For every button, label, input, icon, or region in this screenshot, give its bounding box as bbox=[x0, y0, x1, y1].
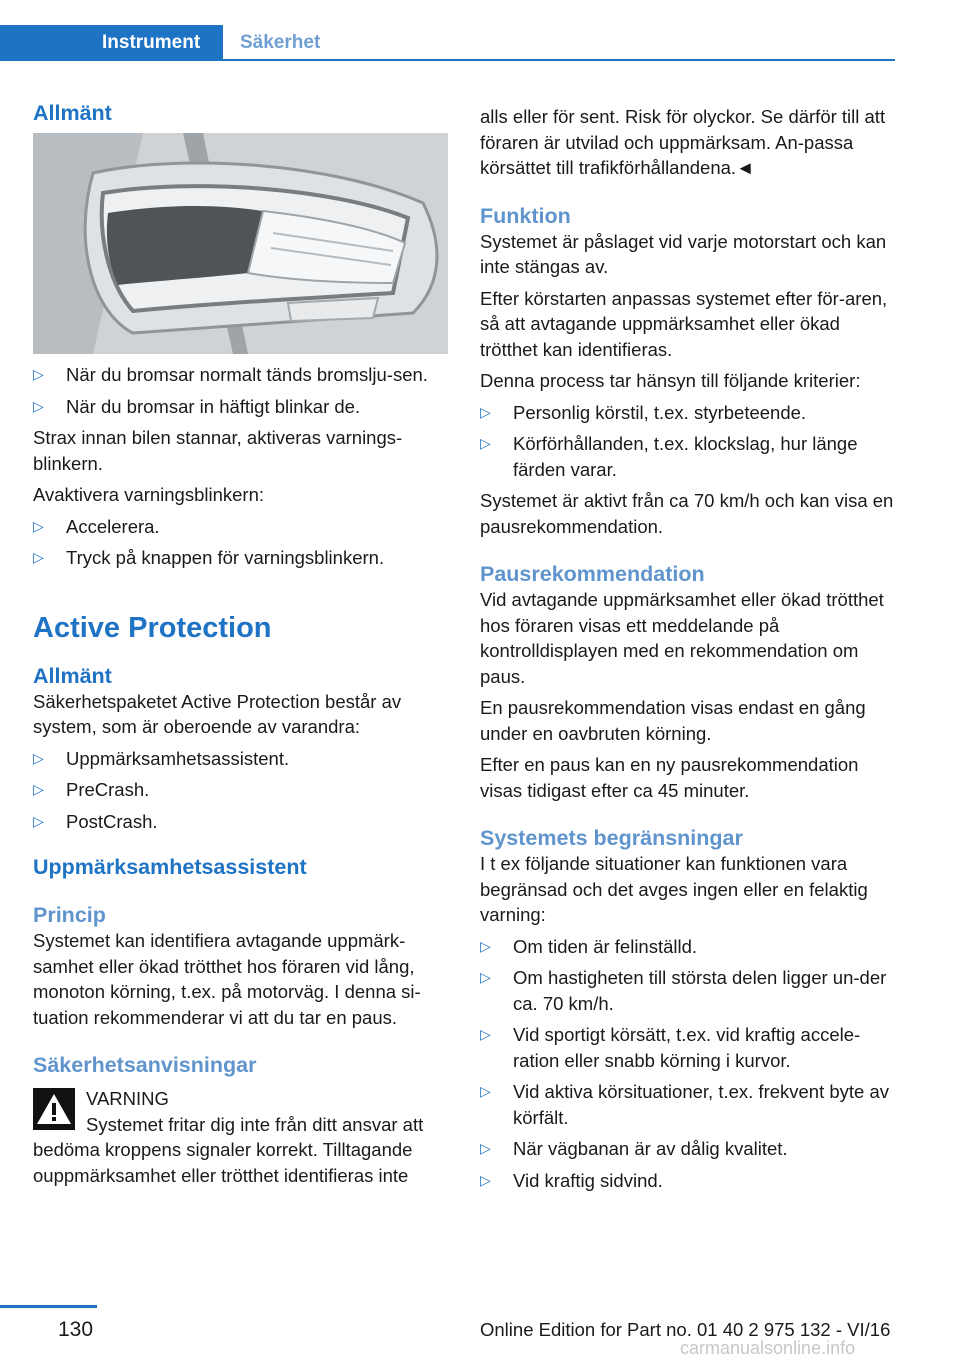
footer-accent-line bbox=[0, 1305, 97, 1308]
heading-begransningar: Systemets begränsningar bbox=[480, 826, 743, 850]
avaktivera-list bbox=[33, 514, 451, 571]
list-item: ▷ När vägbanan är av dålig kvalitet. bbox=[480, 1136, 900, 1162]
tab-instrument[interactable]: Instrument bbox=[0, 25, 223, 61]
paragraph: Systemet är aktivt från ca 70 km/h och kan visa en pausrekommendation. bbox=[480, 490, 894, 537]
paragraph: Avaktivera varningsblinkern: bbox=[33, 484, 265, 505]
list-item: ▷ Om tiden är felinställd. bbox=[480, 934, 900, 960]
tab-underline bbox=[223, 59, 895, 61]
list-item: ▷ PreCrash. bbox=[33, 777, 451, 803]
paragraph: Denna process tar hänsyn till följande kriterier: bbox=[480, 370, 861, 391]
list-item: ▷ PostCrash. bbox=[33, 809, 451, 835]
warning-icon bbox=[33, 1088, 75, 1130]
system-list bbox=[33, 746, 451, 835]
page-number: 130 bbox=[58, 1318, 94, 1341]
warning-title: VARNING bbox=[86, 1088, 169, 1109]
limit-list bbox=[480, 934, 900, 1194]
heading-allmant-2: Allmänt bbox=[33, 663, 112, 688]
list-item: ▷ Accelerera. bbox=[33, 514, 451, 540]
heading-princip: Princip bbox=[33, 903, 106, 927]
paragraph: Efter körstarten anpassas systemet efter för-aren, så att avtagande uppmärksamhet eller ökad trötthet kan identifieras. bbox=[480, 287, 888, 360]
list-item: ▷ Personlig körstil, t.ex. styrbeteende. bbox=[480, 400, 900, 426]
heading-pausrekommendation: Pausrekommendation bbox=[480, 562, 705, 586]
heading-uppmarksamhetsassistent: Uppmärksamhetsassistent bbox=[33, 855, 307, 879]
heading-active-protection: Active Protection bbox=[33, 611, 272, 644]
paragraph: I t ex följande situationer kan funktionen vara begränsad och det avges ingen eller en felaktig varning: bbox=[480, 853, 868, 925]
heading-allmant: Allmänt bbox=[33, 101, 112, 125]
list-item: ▷ Uppmärksamhetsassistent. bbox=[33, 746, 451, 772]
tab-sakerhet[interactable]: Säkerhet bbox=[240, 32, 321, 53]
paragraph: alls eller för sent. Risk för olyckor. Se därför till att föraren är utvilad och uppmärksam. An-passa körsättet till trafikförhållandena.◄ bbox=[480, 106, 886, 178]
warning-block bbox=[33, 1086, 451, 1137]
paragraph: Efter en paus kan en ny pausrekommendation visas tidigast efter ca 45 minuter. bbox=[480, 754, 859, 801]
paragraph: Säkerhetspaketet Active Protection består av system, som är oberoende av varandra: bbox=[33, 690, 402, 737]
watermark: carmanualsonline.info bbox=[680, 1338, 856, 1358]
paragraph: Vid avtagande uppmärksamhet eller ökad trötthet hos föraren visas ett meddelande på kontrolldisplayen med en rekommendation om paus. bbox=[480, 589, 884, 687]
list-item: ▷ Körförhållanden, t.ex. klockslag, hur länge färden varar. bbox=[480, 431, 900, 482]
brake-list bbox=[33, 362, 451, 419]
tail-light-illustration bbox=[33, 133, 448, 354]
warning-text-lead: Systemet fritar dig inte från ditt ansvar att bbox=[86, 1113, 424, 1135]
section-tabs bbox=[0, 25, 895, 61]
right-column bbox=[480, 100, 900, 1193]
warning-text-cont: bedöma kroppens signaler korrekt. Tilltagande ouppmärksamhet eller trötthet identifieras inte bbox=[33, 1139, 413, 1186]
criteria-list bbox=[480, 400, 900, 483]
paragraph: Systemet kan identifiera avtagande uppmärk-samhet eller ökad trötthet hos föraren vid lång, monoton körning, t.ex. på motorväg. I denna si-tuation rekommenderar vi att du tar en paus. bbox=[33, 930, 421, 1028]
heading-funktion: Funktion bbox=[480, 203, 571, 228]
list-item: ▷ När du bromsar in häftigt blinkar de. bbox=[33, 394, 451, 420]
tail-light-photo bbox=[33, 133, 448, 354]
paragraph: Strax innan bilen stannar, aktiveras varnings-blinkern. bbox=[33, 427, 403, 474]
list-item: ▷ När du bromsar normalt tänds bromslju-sen. bbox=[33, 362, 451, 388]
paragraph: En pausrekommendation visas endast en gång under en oavbruten körning. bbox=[480, 697, 866, 744]
list-item: ▷ Vid sportigt körsätt, t.ex. vid kraftig accele-ration eller snabb körning i kurvor. bbox=[480, 1022, 900, 1073]
paragraph: Systemet är påslaget vid varje motorstart och kan inte stängas av. bbox=[480, 230, 887, 277]
list-item: ▷ Om hastigheten till största delen ligger un-der ca. 70 km/h. bbox=[480, 965, 900, 1016]
list-item: ▷ Tryck på knappen för varningsblinkern. bbox=[33, 545, 451, 571]
heading-sakerhetsanvisningar: Säkerhetsanvisningar bbox=[33, 1053, 257, 1077]
left-column bbox=[33, 100, 451, 1188]
online-edition: Online Edition for Part no. 01 40 2 975 132 - VI/16 bbox=[480, 1319, 891, 1340]
list-item: ▷ Vid kraftig sidvind. bbox=[480, 1168, 900, 1194]
list-item: ▷ Vid aktiva körsituationer, t.ex. frekvent byte av körfält. bbox=[480, 1079, 900, 1130]
